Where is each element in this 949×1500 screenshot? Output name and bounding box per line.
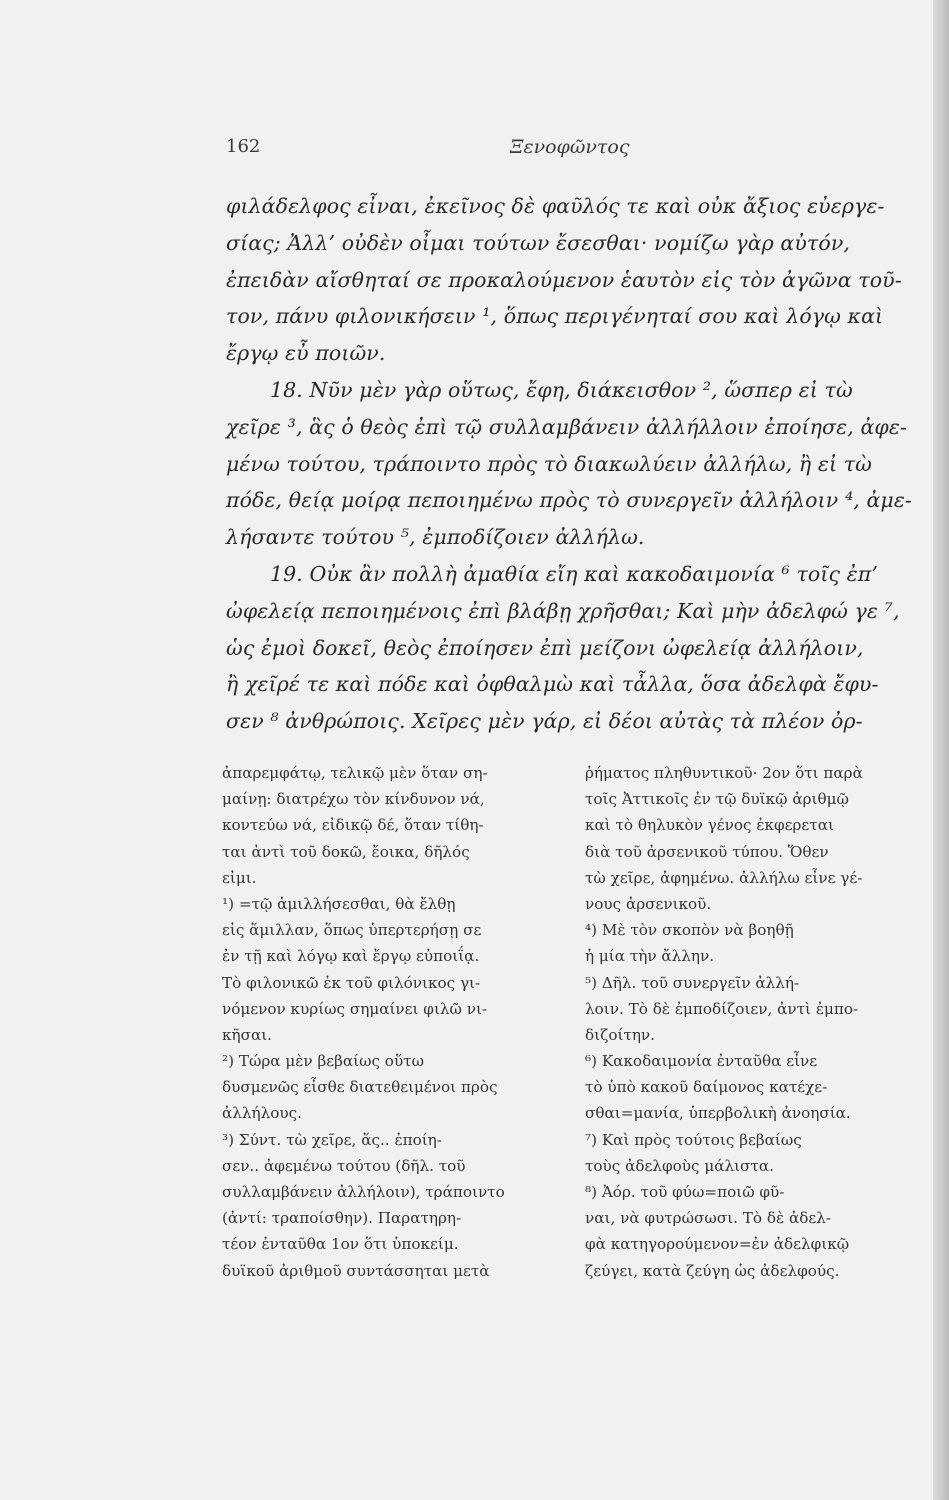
main-line: λήσαντε τούτου ⁵, ἐμποδίζοιεν ἀλλήλω. — [226, 525, 645, 550]
main-line: σίας; Ἀλλ’ οὐδὲν οἶμαι τούτων ἔσεσθαι· νομίζω γὰρ αὐτόν, — [226, 230, 850, 255]
footnote-2-start: ²) Τώρα μὲν βεβαίως οὕτω — [222, 1052, 424, 1071]
footnote-line: εἰς ἅμιλλαν, ὅπως ὑπερτερήσῃ σε — [222, 921, 482, 940]
main-line: ὠφελείᾳ πεποιημένοις ἐπὶ βλάβῃ χρῆσθαι; Καὶ μὴν ἀδελφώ γε ⁷, — [226, 598, 900, 623]
footnote-1-start: ¹) =τῷ ἁμιλλήσεσθαι, θὰ ἔλθῃ — [222, 894, 456, 913]
footnote-line: δυσμενῶς εἶσθε διατεθειμένοι πρὸς — [222, 1078, 498, 1097]
footnote-line: ἀπαρεμφάτῳ, τελικῷ μὲν ὅταν ση- — [222, 764, 488, 782]
footnote-7-start: ⁷) Καὶ πρὸς τούτοις βεβαίως — [585, 1130, 802, 1149]
footnote-6-start: ⁶) Κακοδαιμονία ἐνταῦθα εἶνε — [585, 1052, 818, 1071]
main-text — [226, 188, 922, 740]
footnote-line: λοιν. Τὸ δὲ ἐμποδίζοιεν, ἀντὶ ἐμπο- — [585, 999, 859, 1018]
footnote-line: μαίνῃ: διατρέχω τὸν κίνδυνον νά, — [222, 790, 485, 809]
main-line: πόδε, θείᾳ μοίρᾳ πεποιημένω πρὸς τὸ συνεργεῖν ἀλλήλοιν ⁴, ἀμε- — [226, 488, 912, 513]
footnote-line: νόμενον κυρίως σημαίνει φιλῶ νι- — [222, 999, 488, 1018]
main-line: μένω τούτου, τράποιντο πρὸς τὸ διακωλύειν ἀλλήλω, ἢ εἰ τὼ — [226, 451, 872, 476]
footnote-8-start: ⁸) Ἀόρ. τοῦ φύω=ποιῶ φῦ- — [585, 1183, 785, 1201]
main-line: ἔργῳ εὖ ποιῶν. — [226, 341, 386, 366]
footnote-line: τοῖς Ἀττικοῖς ἐν τῷ δυϊκῷ ἀριθμῷ — [585, 790, 849, 809]
page-header — [0, 136, 949, 166]
main-line: ἐπειδὰν αἴσθηταί σε προκαλούμενον ἑαυτὸν εἰς τὸν ἀγῶνα τοῦ- — [226, 267, 902, 292]
footnote-line: τὼ χεῖρε, ἀφημένω. ἀλλήλω εἶνε γέ- — [585, 868, 863, 887]
running-title: Ξενοφῶντος — [510, 136, 630, 158]
footnote-line: ῥήματος πληθυντικοῦ· 2ον ὅτι παρὰ — [585, 764, 863, 782]
main-line: χεῖρε ³, ἃς ὁ θεὸς ἐπὶ τῷ συλλαμβάνειν ἀλλήλλοιν ἐποίησε, ἀφε- — [226, 414, 907, 439]
footnotes-right-column — [585, 760, 921, 1284]
footnote-line: τέον ἐνταῦθα 1ον ὅτι ὑποκείμ. — [222, 1235, 459, 1254]
footnote-line: νους ἀρσενικοῦ. — [585, 894, 712, 913]
footnote-line: ἐν τῇ καὶ λόγῳ καὶ ἔργῳ εὐποιΐᾳ. — [222, 947, 480, 966]
footnote-line: τοὺς ἀδελφοὺς μάλιστα. — [585, 1156, 774, 1175]
footnote-line: ἀλλήλους. — [222, 1104, 302, 1123]
page-edge-shadow — [933, 0, 949, 1500]
footnotes-left-column — [222, 760, 560, 1284]
footnote-line: ται ἀντὶ τοῦ δοκῶ, ἔοικα, δῆλός — [222, 842, 470, 861]
main-line: φιλάδελφος εἶναι, ἐκεῖνος δὲ φαῦλός τε καὶ οὐκ ἄξιος εὐεργε- — [226, 194, 885, 218]
footnote-line: καὶ τὸ θηλυκὸν γένος ἐκφερεται — [585, 816, 834, 835]
footnote-line: σεν.. ἀφεμένω τούτου (δῆλ. τοῦ — [222, 1156, 466, 1175]
footnote-line: ζεύγει, κατὰ ζεύγη ὡς ἀδελφούς. — [585, 1261, 840, 1280]
footnote-line: σθαι=μανία, ὑπερβολικὴ ἀνοησία. — [585, 1104, 851, 1123]
footnote-line: εἰμι. — [222, 868, 257, 887]
footnote-line: τὸ ὑπὸ κακοῦ δαίμονος κατέχε- — [585, 1078, 828, 1097]
footnote-line: διὰ τοῦ ἀρσενικοῦ τύπου. Ὅθεν — [585, 842, 829, 861]
footnote-line: δυϊκοῦ ἀριθμοῦ συντάσσηται μετὰ — [222, 1261, 490, 1280]
section-18-start: 18. Νῦν μὲν γὰρ οὕτως, ἔφη, διάκεισθον ², ὥσπερ εἰ τὼ — [270, 377, 853, 402]
footnote-line: κοντεύω νά, εἰδικῷ δέ, ὅταν τίθη- — [222, 816, 484, 835]
section-19-start: 19. Οὐκ ἂν πολλὴ ἀμαθία εἴη καὶ κακοδαιμονία ⁶ τοῖς ἐπ’ — [270, 561, 878, 586]
footnote-line: κῆσαι. — [222, 1025, 272, 1044]
footnote-line: διζοίτην. — [585, 1025, 655, 1044]
main-line: ἢ χεῖρέ τε καὶ πόδε καὶ ὀφθαλμὼ καὶ τἆλλα, ὅσα ἀδελφὰ ἔφυ- — [226, 672, 879, 697]
footnote-3-start: ³) Σύντ. τὼ χεῖρε, ἅς.. ἐποίη- — [222, 1130, 442, 1149]
footnote-line: ἡ μία τὴν ἄλλην. — [585, 947, 715, 966]
main-line: τον, πάνυ φιλονικήσειν ¹, ὅπως περιγένηταί σου καὶ λόγῳ καὶ — [226, 304, 884, 329]
footnote-line: Τὸ φιλονικῶ ἐκ τοῦ φιλόνικος γι- — [222, 973, 481, 992]
page-number: 162 — [226, 136, 261, 157]
footnote-5-start: ⁵) Δῆλ. τοῦ συνεργεῖν ἀλλή- — [585, 973, 800, 992]
footnote-line: ναι, νὰ φυτρώσωσι. Τὸ δὲ ἀδελ- — [585, 1209, 831, 1228]
main-line: ὡς ἐμοὶ δοκεῖ, θεὸς ἐποίησεν ἐπὶ μείζονι ὠφελείᾳ ἀλλήλοιν, — [226, 635, 864, 660]
main-line: σεν ⁸ ἀνθρώποις. Χεῖρες μὲν γάρ, εἰ δέοι αὐτὰς τὰ πλέον ὀρ- — [226, 709, 863, 734]
footnote-4-start: ⁴) Μὲ τὸν σκοπὸν νὰ βοηθῇ — [585, 921, 794, 940]
footnote-line: φὰ κατηγορούμενον=ἐν ἀδελφικῷ — [585, 1235, 850, 1254]
footnote-line: συλλαμβάνειν ἀλλήλοιν), τράποιντο — [222, 1183, 505, 1201]
footnote-line: (ἀντί: τραποίσθην). Παρατηρη- — [222, 1209, 462, 1228]
